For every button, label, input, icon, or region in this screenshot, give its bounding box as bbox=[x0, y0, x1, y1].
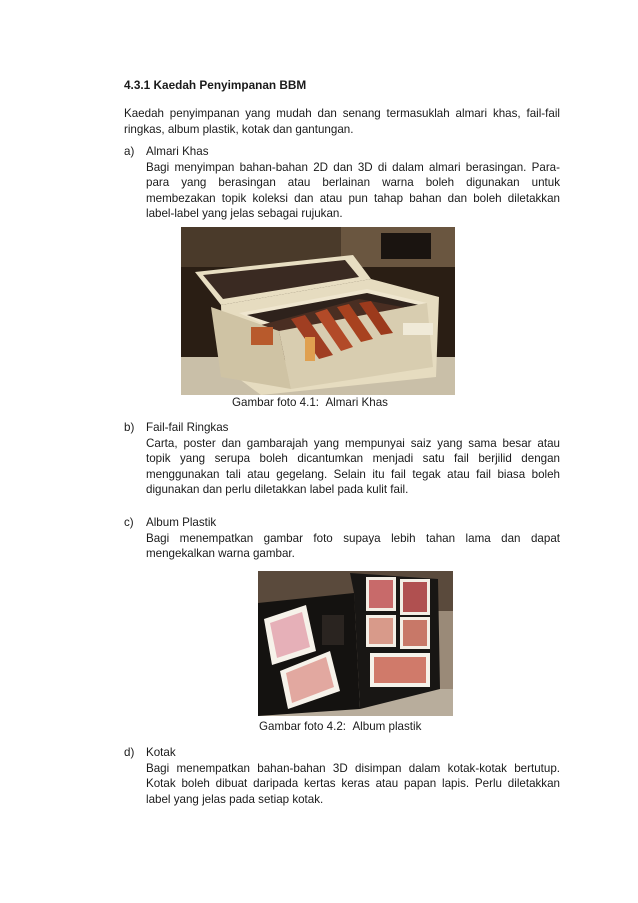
item-body: Bagi menempatkan bahan-bahan 3D disimpan dalam kotak-kotak bertutup. Kotak boleh dibuat daripada kertas keras atau papan lapis. Perlu diletakkan label yang jelas pada setiap kotak. bbox=[146, 761, 560, 806]
list-marker: d) bbox=[124, 746, 135, 759]
item-title: Kotak bbox=[146, 746, 176, 759]
item-body: Carta, poster dan gambarajah yang mempunyai saiz yang sama besar atau topik yang serupa boleh dicantumkan menjadi satu fail berjilid dengan menggunakan tali atau gegelang. Selain itu fail tegak atau fail biasa boleh digunakan dan perlu diletakkan label pada kulit fail. bbox=[146, 436, 560, 496]
item-body: Bagi menempatkan gambar foto supaya lebih tahan lama dan dapat mengekalkan warna gambar. bbox=[146, 531, 560, 560]
item-title: Album Plastik bbox=[146, 516, 217, 529]
list-marker: c) bbox=[124, 516, 134, 529]
figure-title: Almari Khas bbox=[325, 396, 388, 409]
photo-album-plastik-image bbox=[258, 571, 453, 716]
photo-album-plastik bbox=[258, 571, 453, 716]
figure-caption-4-1 bbox=[232, 395, 388, 411]
item-title: Almari Khas bbox=[146, 145, 209, 158]
intro-paragraph: Kaedah penyimpanan yang mudah dan senang termasuklah almari khas, fail-fail ringkas, album plastik, kotak dan gantungan. bbox=[124, 107, 560, 136]
figure-title: Album plastik bbox=[352, 720, 422, 733]
list-marker: a) bbox=[124, 145, 135, 158]
figure-label: Gambar foto 4.2: bbox=[259, 720, 346, 733]
list-marker: b) bbox=[124, 421, 135, 434]
photo-almari-khas-image bbox=[181, 227, 455, 395]
item-body: Bagi menyimpan bahan-bahan 2D dan 3D di dalam almari berasingan. Para-para yang berasingan atau berlainan warna boleh digunakan untuk membezakan topik koleksi dan atau pun tahap bahan dan boleh diletakkan label-label yang jelas sebagai rujukan. bbox=[146, 160, 560, 220]
section-heading: 4.3.1 Kaedah Penyimpanan BBM bbox=[124, 78, 307, 92]
photo-almari-khas bbox=[181, 227, 455, 395]
figure-caption-4-2 bbox=[259, 719, 421, 735]
item-title: Fail-fail Ringkas bbox=[146, 421, 229, 434]
figure-label: Gambar foto 4.1: bbox=[232, 396, 319, 409]
